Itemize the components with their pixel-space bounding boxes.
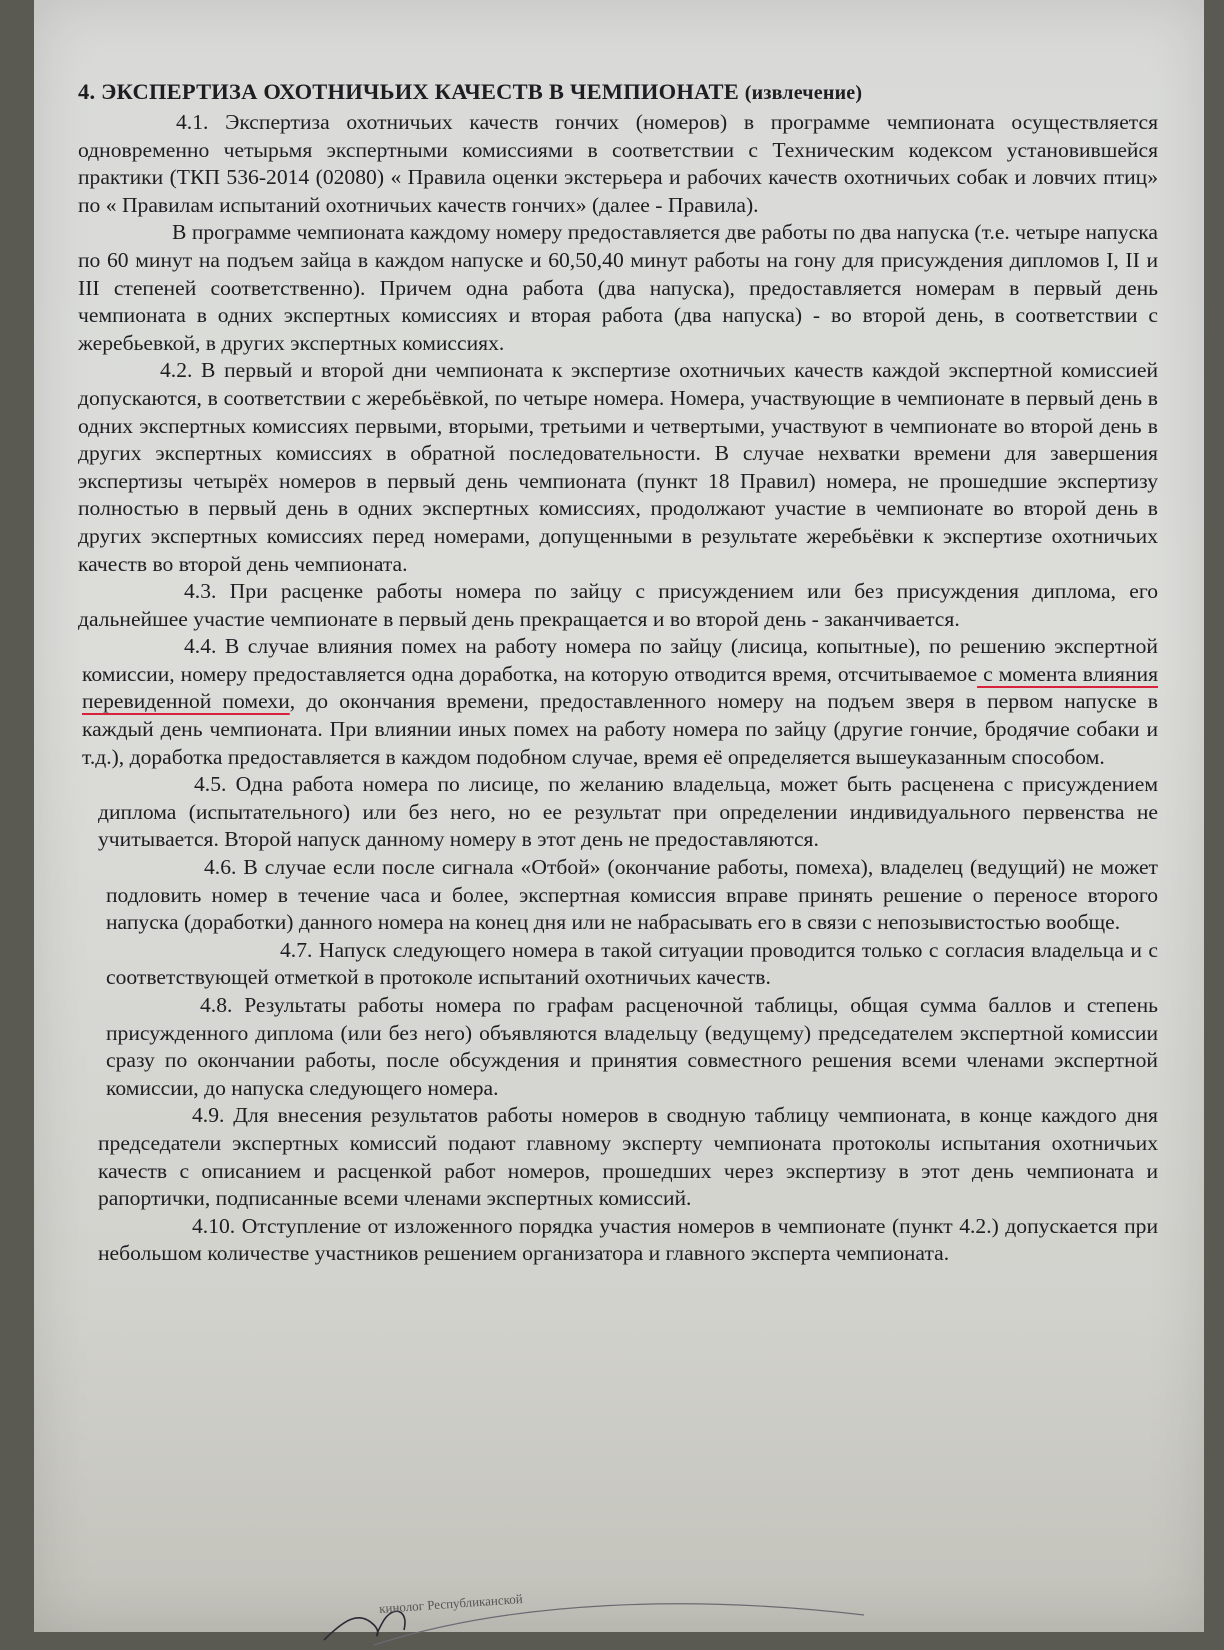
paragraph-4-7: 4.7. Напуск следующего номера в такой ситуации проводится только с согласия владельца и с соответствующей отметкой в протоколе испытаний охотничьих качеств.	[106, 937, 1158, 990]
paragraph-4-6: 4.6. В случае если после сигнала «Отбой» (окончание работы, помеха), владелец (ведущий) не может подловить номер в течение часа и более, экспертная комиссия вправе принять решение о переносе второго напуска (доработки) данного номера на конец дня или не набрасывать его в связи с непозывистостью вообще.	[106, 855, 1158, 935]
document-body	[78, 78, 1158, 1268]
paragraph-4-2: 4.2. В первый и второй дни чемпионата к экспертизе охотничьих качеств каждой экспертной комиссией допускаются, в соответствии с жеребьёвкой, по четыре номера. Номера, участвующие в чемпионате в первый день в одних экспертных комиссиях первыми, вторыми, третьими и четвертыми, участвуют в чемпионате во второй день в других экспертных комиссиях в обратной последовательности. В случае нехватки времени для завершения экспертизы четырёх номеров в первый день чемпионата (пункт 18 Правил) номера, не прошедшие экспертизу полностью в первый день в одних экспертных комиссиях, продолжают участие в чемпионате во второй день в других экспертных комиссиях перед номерами, допущенными в результате жеребьёвки к экспертизе охотничьих качеств во второй день чемпионата.	[78, 358, 1158, 576]
paragraph-4-4-text-end: , до окончания времени, предоставленного номеру на подъем зверя в первом напуске в каждый день чемпионата. При влиянии иных помех на работу номера по зайцу (другие гончие, бродячие собаки и т.д.), доработка предоставляется в каждом подобном случае, время её определяется вышеуказанным способом.	[82, 689, 1158, 769]
paragraph-4-4	[78, 633, 1158, 771]
paragraph-4-8: 4.8. Результаты работы номера по графам расценочной таблицы, общая сумма баллов и степень присужденного диплома (или без него) объявляются владельцу (ведущему) председателем экспертной комиссии сразу по окончании работы, после обсуждения и принятия совместного решения всеми членами экспертной комиссии, до напуска следующего номера.	[106, 993, 1158, 1100]
document-page	[34, 0, 1204, 1632]
paragraph-4-1: 4.1. Экспертиза охотничьих качеств гончих (номеров) в программе чемпионата осуществляется одновременно четырьмя экспертными комиссиями в соответствии с Техническим кодексом установившейся практики (ТКП 536-2014 (02080) « Правила оценки экстерьера и рабочих качеств охотничьих собак и ловчих птиц» по « Правилам испытаний охотничьих качеств гончих» (далее - Правила).	[78, 110, 1158, 217]
paragraph-4-5: 4.5. Одна работа номера по лисице, по желанию владельца, может быть расценена с присуждением диплома (испытательного) или без него, но ее результат при определении индивидуального первенства не учитывается. Второй напуск данному номеру в этот день не предоставляются.	[98, 772, 1158, 852]
stamp-text: кинолог Республиканской	[378, 1591, 524, 1616]
heading-note: (извлечение)	[744, 82, 863, 104]
paragraph-4-4-text: 4.4. В случае влияния помех на работу номера по зайцу (лисица, копытные), по решению экспертной комиссии, номеру предоставляется одна доработка, на которую отводится время, отсчитываемое	[82, 634, 1158, 686]
heading-title: 4. ЭКСПЕРТИЗА ОХОТНИЧЬИХ КАЧЕСТВ В ЧЕМПИОНАТЕ	[78, 79, 739, 104]
paragraph-4-1-continued: В программе чемпионата каждому номеру предоставляется две работы по два напуска (т.е. четыре напуска по 60 минут на подъем зайца в каждом напуске и 60,50,40 минут работы на гону для присуждения дипломов I, II и III степеней соответственно). Причем одна работа (два напуска), предоставляется номерам в первый день чемпионата в одних экспертных комиссиях и вторая работа (два напуска) - во второй день, в соответствии с жеребьевкой, в других экспертных комиссиях.	[78, 220, 1158, 355]
paragraph-4-10: 4.10. Отступление от изложенного порядка участия номеров в чемпионате (пункт 4.2.) допускается при небольшом количестве участников решением организатора и главного эксперта чемпионата.	[98, 1213, 1158, 1266]
underlined-phrase: с момента влияния перевиденной помехи	[82, 661, 1159, 714]
paragraph-4-9: 4.9. Для внесения результатов работы номеров в сводную таблицу чемпионата, в конце каждого дня председатели экспертных комиссий подают главному эксперту чемпионата протоколы испытания охотничьих качеств с описанием и расценкой работ номеров, прошедших через экспертизу в этот день чемпионата и рапортички, подписанные всеми членами экспертных комиссий.	[98, 1103, 1158, 1211]
section-heading	[78, 78, 1158, 107]
paragraph-4-3: 4.3. При расценке работы номера по зайцу с присуждением или без присуждения диплома, его дальнейшее участие чемпионате в первый день прекращается и во второй день - заканчивается.	[78, 579, 1158, 631]
